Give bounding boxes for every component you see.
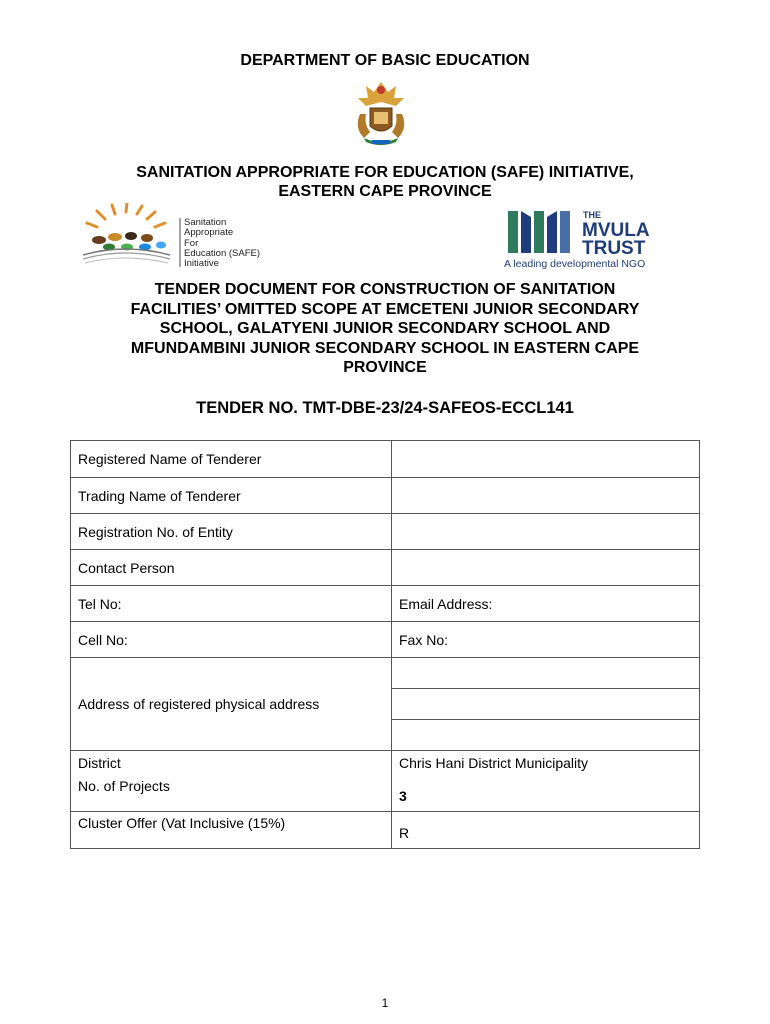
mvula-name1: MVULA <box>582 220 650 241</box>
projects-value: 3 <box>392 775 700 812</box>
registered-name-field[interactable] <box>392 441 700 478</box>
department-title: DEPARTMENT OF BASIC EDUCATION <box>240 52 530 69</box>
address-label: Address of registered physical address <box>71 658 392 751</box>
tender-number: TENDER NO. TMT-DBE-23/24-SAFEOS-ECCL141 <box>196 399 574 417</box>
tel-no-label: Tel No: <box>71 586 392 622</box>
address-field-line3[interactable] <box>392 720 700 751</box>
cell-no-label: Cell No: <box>71 622 392 658</box>
safe-logo-line1: Sanitation <box>184 217 227 228</box>
contact-person-label: Contact Person <box>71 550 392 586</box>
tender-title-line4: MFUNDAMBINI JUNIOR SECONDARY SCHOOL IN EASTERN CAPE <box>130 339 640 357</box>
registration-no-field[interactable] <box>392 514 700 550</box>
district-value: Chris Hani District Municipality <box>392 751 700 775</box>
mvula-the: THE <box>583 210 601 220</box>
tender-title-line5: PROVINCE <box>343 359 427 376</box>
tender-title-line1: TENDER DOCUMENT FOR CONSTRUCTION OF SANITATION <box>154 281 616 298</box>
registered-name-label: Registered Name of Tenderer <box>71 441 392 478</box>
trading-name-field[interactable] <box>392 478 700 514</box>
mvula-tagline: A leading developmental NGO <box>504 258 646 270</box>
projects-label: No. of Projects <box>71 775 392 812</box>
cluster-offer-field[interactable]: R <box>392 812 700 849</box>
initiative-title-line1: SANITATION APPROPRIATE FOR EDUCATION (SAFE) INITIATIVE, <box>136 164 634 181</box>
initiative-title-line2: EASTERN CAPE PROVINCE <box>278 183 492 200</box>
contact-person-field[interactable] <box>392 550 700 586</box>
tenderer-details-table <box>70 440 700 849</box>
mvula-trust-logo <box>504 205 669 270</box>
cluster-offer-label: Cluster Offer (Vat Inclusive (15%) <box>71 812 392 849</box>
address-field-line2[interactable] <box>392 689 700 720</box>
district-label: District <box>71 751 392 775</box>
fax-no-label[interactable]: Fax No: <box>392 622 700 658</box>
safe-logo-line4: Education (SAFE) <box>184 247 261 259</box>
page-number: 1 <box>381 996 389 1010</box>
tender-title-line3: SCHOOL, GALATYENI JUNIOR SECONDARY SCHOOL AND <box>159 320 611 337</box>
south-africa-coat-of-arms-icon <box>350 78 412 146</box>
safe-logo-line3: For <box>184 237 199 249</box>
safe-logo-line5: Initiative <box>184 258 219 270</box>
mvula-name2: TRUST <box>582 238 646 259</box>
safe-logo-line2: Appropriate <box>184 227 234 239</box>
safe-logo-text <box>184 218 260 269</box>
registration-no-label: Registration No. of Entity <box>71 514 392 550</box>
trading-name-label: Trading Name of Tenderer <box>71 478 392 514</box>
tender-title-line2: FACILITIES’ OMITTED SCOPE AT EMCETENI JUNIOR SECONDARY <box>130 300 640 318</box>
address-field-line1[interactable] <box>392 658 700 689</box>
email-address-label[interactable]: Email Address: <box>392 586 700 622</box>
tender-title <box>60 280 710 378</box>
initiative-title <box>60 163 710 201</box>
